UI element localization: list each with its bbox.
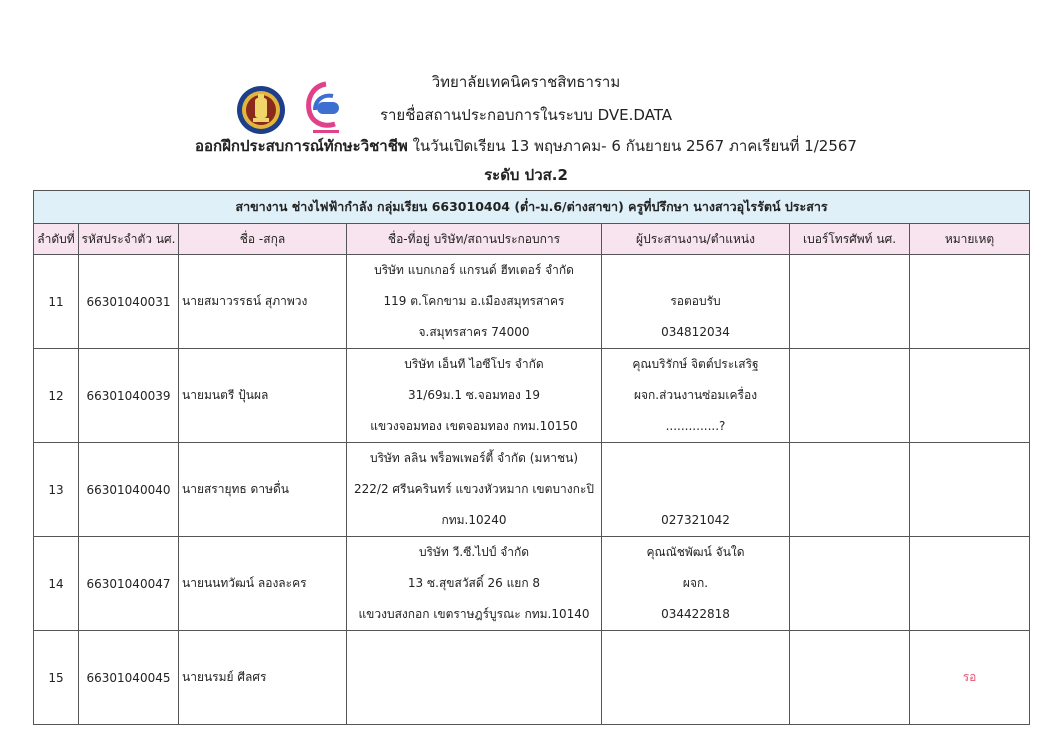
coordinator-info (602, 537, 790, 631)
row-number: 13 (34, 443, 79, 537)
company-address-line: 222/2 ศรีนครินทร์ แขวงหัวหมาก เขตบางกะปิ (354, 482, 594, 496)
company-address (347, 443, 602, 537)
row-number: 12 (34, 349, 79, 443)
col-header-address: ชื่อ-ที่อยู่ บริษัท/สถานประกอบการ (347, 224, 602, 255)
coordinator-info-line (602, 443, 789, 474)
table-banner-row (34, 191, 1030, 224)
student-name: นายนนทวัฒน์ ลองละคร (179, 537, 347, 631)
coordinator-info-line: 027321042 (661, 513, 730, 527)
table-row (34, 349, 1030, 443)
student-phone (790, 443, 910, 537)
student-id: 66301040031 (79, 255, 179, 349)
student-phone (790, 255, 910, 349)
col-header-phone: เบอร์โทรศัพท์ นศ. (790, 224, 910, 255)
remark: รอ (910, 631, 1030, 725)
company-address-line (347, 662, 601, 693)
company-address-line: 13 ซ.สุขสวัสดิ์ 26 แยก 8 (407, 576, 541, 590)
college-name: วิทยาลัยเทคนิคราชสิทธาราม (431, 73, 621, 91)
coordinator-info-line: คุณบริรักษ์ จิตต์ประเสริฐ (632, 357, 759, 371)
remark (910, 255, 1030, 349)
list-title: รายชื่อสถานประกอบการในระบบ DVE.DATA (379, 106, 673, 124)
coordinator-info-line (602, 693, 789, 724)
company-address-line: แขวงจอมทอง เขตจอมทอง กทม.10150 (370, 419, 578, 433)
company-table (33, 190, 1030, 725)
coordinator-info (602, 349, 790, 443)
company-address-line: บริษัท เอ็นที ไอซีโปร จำกัด (404, 357, 544, 371)
student-id: 66301040039 (79, 349, 179, 443)
company-address (347, 255, 602, 349)
period-line-bold: ออกฝึกประสบการณ์ทักษะวิชาชีพ (195, 137, 408, 155)
coordinator-info-line: ผจก. (682, 576, 709, 590)
company-address (347, 349, 602, 443)
student-phone (790, 537, 910, 631)
student-id: 66301040047 (79, 537, 179, 631)
student-id: 66301040040 (79, 443, 179, 537)
coordinator-info (602, 255, 790, 349)
coordinator-info (602, 631, 790, 725)
coordinator-info-line: คุณณัชพัฒน์ จันใด (646, 545, 745, 559)
student-phone (790, 349, 910, 443)
col-header-remark: หมายเหตุ (910, 224, 1030, 255)
coordinator-info-line (602, 662, 789, 693)
period-line (0, 134, 1052, 158)
remark (910, 349, 1030, 443)
table-banner: สาขางาน ช่างไฟฟ้ากำลัง กลุ่มเรียน 663010404 (ต่ำ-ม.6/ต่างสาขา) ครูที่ปรึกษา นางสาวอุไรรัตน์ ประสาร (34, 191, 1030, 224)
coordinator-info-line: ผจก.ส่วนงานซ่อมเครื่อง (633, 388, 758, 402)
student-name: นายนรมย์ ศีลศร (179, 631, 347, 725)
student-phone (790, 631, 910, 725)
coordinator-info-line (602, 474, 789, 505)
company-address-line: กทม.10240 (441, 513, 507, 527)
student-id: 66301040045 (79, 631, 179, 725)
company-address-line: บริษัท วี.ซี.ไปป์ จำกัด (418, 545, 530, 559)
row-number: 11 (34, 255, 79, 349)
coordinator-info-line: 034812034 (661, 325, 730, 339)
table-row (34, 631, 1030, 725)
company-address-line: บริษัท ลลิน พร็อพเพอร์ตี้ จำกัด (มหาชน) (369, 451, 579, 465)
remark (910, 537, 1030, 631)
student-name: นายมนตรี ปุ้นผล (179, 349, 347, 443)
table-row (34, 255, 1030, 349)
remark (910, 443, 1030, 537)
company-address-line: บริษัท แบกเกอร์ แกรนด์ ฮีทเตอร์ จำกัด (374, 263, 574, 277)
company-address-line: จ.สมุทรสาคร 74000 (418, 325, 530, 339)
student-name: นายสรายุทธ ดาษดื่น (179, 443, 347, 537)
row-number: 15 (34, 631, 79, 725)
row-number: 14 (34, 537, 79, 631)
coordinator-info-line (602, 255, 789, 286)
coordinator-info-line: ..............? (665, 419, 726, 433)
period-line-rest: ในวันเปิดเรียน 13 พฤษภาคม- 6 กันยายน 2567 ภาคเรียนที่ 1/2567 (407, 137, 857, 155)
company-address-line (347, 693, 601, 724)
coordinator-info-line: รอตอบรับ (670, 294, 721, 308)
col-header-no: ลำดับที่ (34, 224, 79, 255)
coordinator-info-line: 034422818 (661, 607, 730, 621)
coordinator-info-line (602, 631, 789, 662)
table-row (34, 443, 1030, 537)
student-name: นายสมาวรรธน์ สุภาพวง (179, 255, 347, 349)
col-header-name: ชื่อ -สกุล (179, 224, 347, 255)
company-address (347, 631, 602, 725)
company-address-line: 31/69ม.1 ซ.จอมทอง 19 (408, 388, 540, 402)
company-address (347, 537, 602, 631)
coordinator-info (602, 443, 790, 537)
col-header-coordinator: ผู้ประสานงาน/ตำแหน่ง (602, 224, 790, 255)
level-heading: ระดับ ปวส.2 (484, 166, 568, 184)
col-header-id: รหัสประจำตัว นศ. (79, 224, 179, 255)
company-address-line (347, 631, 601, 662)
company-address-line: แขวงบสงกอก เขตราษฎร์บูรณะ กทม.10140 (358, 607, 590, 621)
table-row (34, 537, 1030, 631)
company-address-line: 119 ต.โคกขาม อ.เมืองสมุทรสาคร (383, 294, 565, 308)
table-header-row (34, 224, 1030, 255)
